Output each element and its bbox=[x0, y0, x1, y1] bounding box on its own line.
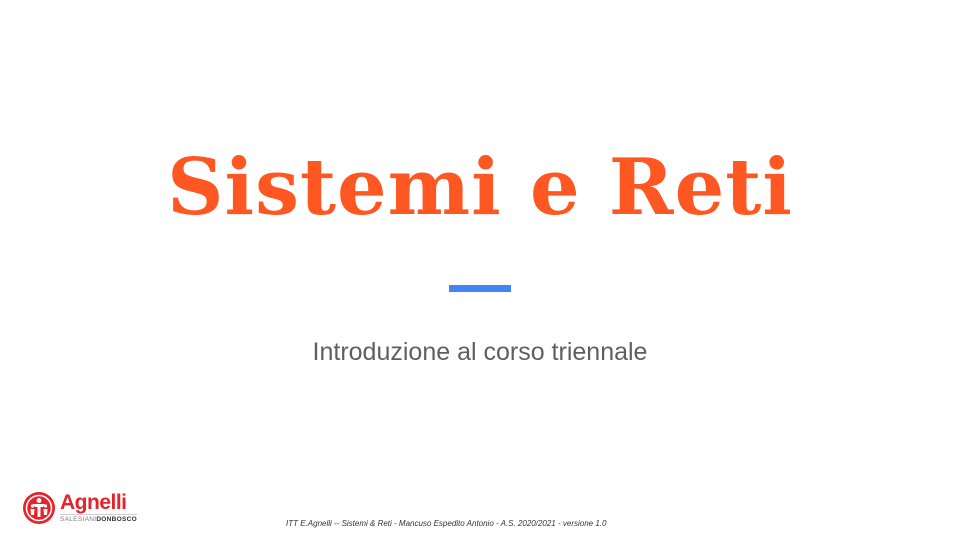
school-logo bbox=[22, 488, 137, 528]
accent-divider bbox=[449, 285, 511, 292]
logo-text bbox=[60, 492, 137, 524]
slide-footer: ITT E.Agnelli -- Sistemi & Reti - Mancuso Espedito Antonio - A.S. 2020/2021 - versione 1.0 bbox=[286, 519, 607, 528]
logo-tagline-part2: DONBOSCO bbox=[96, 516, 137, 523]
logo-name: Agnelli bbox=[60, 491, 127, 514]
logo-tagline-part1: SALESIANI bbox=[60, 516, 97, 523]
logo-tagline bbox=[60, 514, 137, 524]
logo-emblem-icon bbox=[22, 491, 56, 525]
slide-title: Sistemi e Reti bbox=[167, 142, 793, 233]
slide-subtitle: Introduzione al corso triennale bbox=[312, 338, 648, 366]
